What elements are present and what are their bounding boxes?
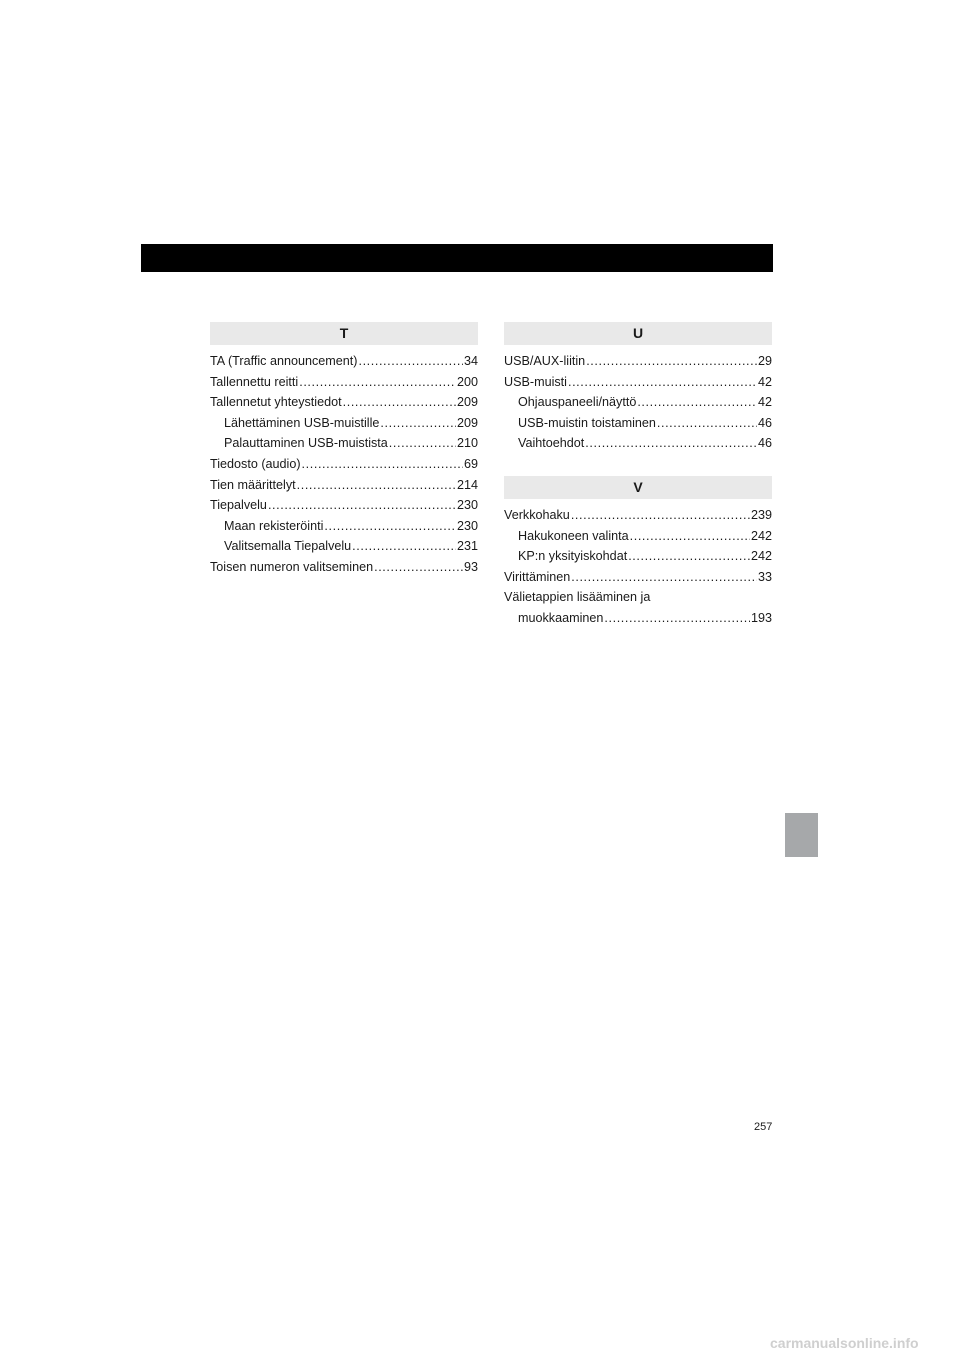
- dot-leader: [374, 557, 463, 578]
- dot-leader: [352, 536, 456, 557]
- index-page-ref: 34: [463, 354, 478, 368]
- index-entry-text: Tallennettu reitti: [210, 374, 299, 389]
- index-subentry: [210, 413, 478, 434]
- index-page-ref: 46: [757, 415, 772, 430]
- index-entry: [210, 372, 478, 393]
- index-entry: [504, 505, 772, 526]
- index-subentry: [504, 608, 772, 629]
- dot-leader: [585, 433, 757, 454]
- index-entry: [210, 392, 478, 413]
- dot-leader: [604, 608, 750, 629]
- index-column-left: [210, 322, 478, 578]
- section-letter-header: V: [504, 476, 772, 499]
- section-letter-header: T: [210, 322, 478, 345]
- index-entry-text: Tien määrittelyt: [210, 477, 296, 492]
- index-subentry: [504, 526, 772, 547]
- index-entry: [504, 567, 772, 588]
- dot-leader: [324, 516, 456, 537]
- dot-leader: [586, 351, 757, 372]
- dot-leader: [568, 372, 757, 393]
- dot-leader: [628, 546, 750, 567]
- index-entry-text: USB/AUX-liitin: [504, 354, 586, 368]
- index-entry-list: [504, 505, 772, 629]
- page-number: 257: [754, 1121, 773, 1133]
- index-entry-list: [210, 351, 478, 578]
- index-entry-text: TA (Traffic announcement): [210, 354, 358, 368]
- header-bar: [141, 244, 773, 272]
- index-subentry: [504, 413, 772, 434]
- index-entry: [210, 557, 478, 578]
- index-entry-text: Ohjauspaneeli/näyttö: [518, 395, 637, 410]
- index-subentry: [504, 392, 772, 413]
- index-page-ref: 69: [463, 456, 478, 471]
- index-subentry: [504, 433, 772, 454]
- dot-leader: [268, 495, 456, 516]
- index-page-ref: 200: [456, 374, 478, 389]
- index-entry-list: [504, 351, 772, 454]
- index-entry-text: Toisen numeron valitseminen: [210, 559, 374, 574]
- dot-leader: [343, 392, 456, 413]
- watermark: carmanualsonline.info: [770, 1335, 919, 1351]
- index-entry-text: Vaihtoehdot: [518, 436, 585, 451]
- index-subentry: [210, 536, 478, 557]
- index-entry-text: Tiedosto (audio): [210, 456, 301, 471]
- index-entry: [210, 475, 478, 496]
- index-subentry: [210, 433, 478, 454]
- index-page-ref: 230: [456, 498, 478, 513]
- index-entry-text: Verkkohaku: [504, 507, 570, 522]
- dot-leader: [657, 413, 757, 434]
- index-entry: [210, 454, 478, 475]
- index-entry: [504, 372, 772, 393]
- dot-leader: [389, 433, 456, 454]
- dot-leader: [571, 567, 757, 588]
- index-column-right: [504, 322, 772, 629]
- index-entry-text: Välietappien lisääminen ja: [504, 590, 651, 605]
- index-page-ref: 209: [456, 415, 478, 430]
- index-entry-text: USB-muisti: [504, 374, 567, 389]
- index-entry-text: Tallennetut yhteystiedot: [210, 395, 342, 410]
- index-page-ref: 42: [757, 395, 772, 410]
- section-letter-header: U: [504, 322, 772, 345]
- dot-leader: [571, 505, 750, 526]
- index-entry-heading: [504, 587, 772, 608]
- index-page-ref: 231: [456, 539, 478, 554]
- dot-leader: [630, 526, 750, 547]
- index-entry-text: Valitsemalla Tiepalvelu: [224, 539, 352, 554]
- index-page-ref: 29: [757, 354, 772, 368]
- index-page-ref: 214: [456, 477, 478, 492]
- section-gap: [504, 454, 772, 476]
- index-entry-text: USB-muistin toistaminen: [518, 415, 656, 430]
- index-entry-text: Tiepalvelu: [210, 498, 267, 513]
- index-page-ref: 93: [463, 559, 478, 574]
- dot-leader: [637, 392, 757, 413]
- dot-leader: [299, 372, 456, 393]
- index-page-ref: 193: [750, 610, 772, 625]
- dot-leader: [380, 413, 456, 434]
- index-entry-text: muokkaaminen: [518, 610, 604, 625]
- index-entry-text: Lähettäminen USB-muistille: [224, 415, 380, 430]
- index-page-ref: 210: [456, 436, 478, 451]
- index-entry-text: Maan rekisteröinti: [224, 518, 324, 533]
- index-subentry: [210, 516, 478, 537]
- index-page-ref: 242: [750, 549, 772, 564]
- index-page-ref: 33: [757, 569, 772, 584]
- dot-leader: [302, 454, 463, 475]
- index-entry-text: Virittäminen: [504, 569, 571, 584]
- index-tab-marker: [785, 813, 818, 857]
- index-entry: [210, 495, 478, 516]
- index-page-ref: 42: [757, 374, 772, 389]
- index-subentry: [504, 546, 772, 567]
- index-page-ref: 242: [750, 528, 772, 543]
- index-entry: [210, 351, 478, 372]
- index-page-ref: 239: [750, 507, 772, 522]
- index-entry-text: KP:n yksityiskohdat: [518, 549, 628, 564]
- index-page-ref: 230: [456, 518, 478, 533]
- dot-leader: [358, 351, 463, 372]
- index-entry-text: Palauttaminen USB-muistista: [224, 436, 388, 451]
- dot-leader: [297, 475, 456, 496]
- index-page-ref: 209: [456, 395, 478, 410]
- index-page-ref: 46: [757, 436, 772, 451]
- index-entry: [504, 351, 772, 372]
- index-entry-text: Hakukoneen valinta: [518, 528, 629, 543]
